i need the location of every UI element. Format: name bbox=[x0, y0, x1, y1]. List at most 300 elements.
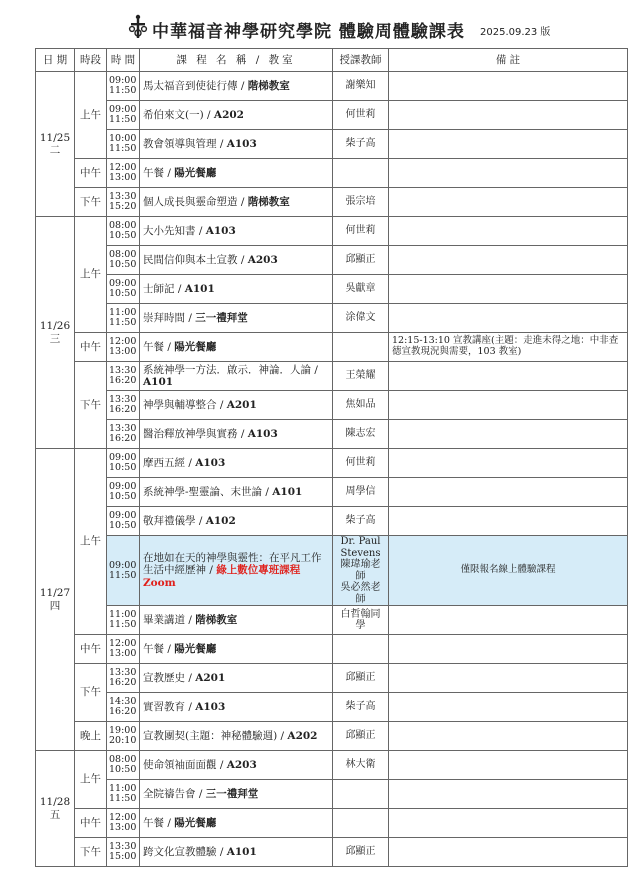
col-header-period: 時段 bbox=[75, 49, 107, 72]
room-name: A202 bbox=[213, 108, 244, 121]
end-time: 10:50 bbox=[109, 764, 137, 775]
start-time: 11:00 bbox=[109, 609, 137, 621]
course-name: 系統神學-聖靈論、末世論 bbox=[143, 485, 266, 498]
period-cell: 中午 bbox=[75, 333, 107, 362]
table-row bbox=[36, 188, 628, 217]
separator: / bbox=[206, 564, 217, 577]
end-time: 13:00 bbox=[109, 346, 137, 357]
course-cell bbox=[140, 130, 333, 159]
course-cell bbox=[140, 275, 333, 304]
separator: / bbox=[198, 514, 206, 527]
table-row bbox=[36, 751, 628, 780]
room-name: A101 bbox=[272, 485, 303, 498]
start-time: 14:30 bbox=[109, 696, 137, 708]
note-cell bbox=[389, 101, 628, 130]
period-cell: 下午 bbox=[75, 838, 107, 867]
note-cell bbox=[389, 838, 628, 867]
time-cell bbox=[107, 722, 140, 751]
room-name: 陽光餐廳 bbox=[174, 340, 217, 353]
separator: / bbox=[216, 758, 227, 771]
course-cell bbox=[140, 507, 333, 536]
start-time: 11:00 bbox=[109, 307, 137, 319]
separator: / bbox=[195, 787, 206, 800]
course-cell bbox=[140, 188, 333, 217]
course-name: 神學與輔導整合 bbox=[143, 398, 217, 411]
teacher-cell bbox=[333, 809, 389, 838]
separator: / bbox=[185, 311, 196, 324]
start-time: 08:00 bbox=[109, 220, 137, 232]
course-name: 實習教育 bbox=[143, 700, 185, 713]
course-cell bbox=[140, 751, 333, 780]
note-cell bbox=[389, 275, 628, 304]
table-row bbox=[36, 478, 628, 507]
table-row bbox=[36, 275, 628, 304]
end-time: 20:10 bbox=[109, 735, 137, 746]
course-cell bbox=[140, 101, 333, 130]
course-cell bbox=[140, 72, 333, 101]
table-row bbox=[36, 722, 628, 751]
teacher-cell: 焦如品 bbox=[333, 391, 389, 420]
note-cell bbox=[389, 420, 628, 449]
separator: / bbox=[311, 363, 318, 376]
separator: / bbox=[164, 166, 175, 179]
end-time: 16:20 bbox=[109, 433, 137, 444]
start-time: 12:00 bbox=[109, 162, 137, 174]
teacher-cell: 周學信 bbox=[333, 478, 389, 507]
teacher-cell: 邱顯正 bbox=[333, 664, 389, 693]
time-cell bbox=[107, 780, 140, 809]
period-cell: 上午 bbox=[75, 449, 107, 635]
time-cell bbox=[107, 809, 140, 838]
teacher-cell: 吳獻章 bbox=[333, 275, 389, 304]
end-time: 16:20 bbox=[109, 404, 137, 415]
start-time: 09:00 bbox=[109, 452, 137, 464]
time-cell bbox=[107, 838, 140, 867]
course-cell bbox=[140, 693, 333, 722]
table-row bbox=[36, 838, 628, 867]
date-value: 11/28 bbox=[39, 796, 71, 809]
room-name: 三一禮拜堂 bbox=[205, 787, 259, 800]
time-cell bbox=[107, 507, 140, 536]
table-row bbox=[36, 809, 628, 838]
date-cell bbox=[36, 72, 75, 217]
teacher-cell bbox=[333, 635, 389, 664]
end-time: 10:50 bbox=[109, 520, 137, 531]
start-time: 09:00 bbox=[109, 559, 137, 571]
note-cell bbox=[389, 478, 628, 507]
end-time: 11:50 bbox=[109, 569, 137, 581]
note-cell bbox=[389, 606, 628, 635]
separator: / bbox=[203, 108, 214, 121]
note-cell bbox=[389, 391, 628, 420]
school-logo-icon bbox=[128, 14, 148, 40]
course-cell bbox=[140, 420, 333, 449]
period-cell: 中午 bbox=[75, 635, 107, 664]
teacher-cell: 陳志宏 bbox=[333, 420, 389, 449]
date-cell bbox=[36, 449, 75, 751]
time-cell bbox=[107, 246, 140, 275]
note-cell bbox=[389, 507, 628, 536]
time-cell bbox=[107, 101, 140, 130]
time-cell bbox=[107, 664, 140, 693]
course-name: 士師記 bbox=[143, 282, 178, 295]
end-time: 10:50 bbox=[109, 462, 137, 473]
time-cell bbox=[107, 130, 140, 159]
course-name: 午餐 bbox=[143, 340, 164, 353]
weekday-value: 三 bbox=[49, 332, 61, 345]
course-cell bbox=[140, 159, 333, 188]
course-cell bbox=[140, 449, 333, 478]
end-time: 11:50 bbox=[109, 317, 137, 328]
teacher-name: 陳瑋瑜老師 bbox=[340, 559, 381, 582]
start-time: 13:30 bbox=[109, 423, 137, 435]
table-row bbox=[36, 362, 628, 391]
separator: / bbox=[265, 485, 273, 498]
time-cell bbox=[107, 188, 140, 217]
teacher-cell bbox=[333, 333, 389, 362]
room-name: 陽光餐廳 bbox=[174, 166, 217, 179]
room-name: 階梯教室 bbox=[195, 613, 238, 626]
separator: / bbox=[216, 398, 227, 411]
course-cell bbox=[140, 635, 333, 664]
room-name: A101 bbox=[184, 282, 215, 295]
teacher-cell: 邱顯正 bbox=[333, 246, 389, 275]
page-title: 中華福音神學研究學院 體驗周體驗課表 bbox=[152, 22, 465, 42]
end-time: 11:50 bbox=[109, 143, 137, 154]
col-header-date: 日 期 bbox=[36, 49, 75, 72]
col-header-time: 時 間 bbox=[107, 49, 140, 72]
room-name: A103 bbox=[195, 700, 226, 713]
teacher-cell: 何世莉 bbox=[333, 217, 389, 246]
time-cell bbox=[107, 391, 140, 420]
time-cell bbox=[107, 159, 140, 188]
course-cell bbox=[140, 391, 333, 420]
teacher-cell bbox=[333, 159, 389, 188]
course-name: 全院禱告會 bbox=[143, 787, 196, 800]
course-cell bbox=[140, 478, 333, 507]
time-cell bbox=[107, 606, 140, 635]
teacher-cell: 何世莉 bbox=[333, 101, 389, 130]
teacher-cell: 柴子高 bbox=[333, 693, 389, 722]
table-row bbox=[36, 159, 628, 188]
time-cell bbox=[107, 420, 140, 449]
period-cell: 中午 bbox=[75, 159, 107, 188]
note-cell bbox=[389, 722, 628, 751]
course-cell bbox=[140, 217, 333, 246]
end-time: 10:50 bbox=[109, 259, 137, 270]
separator: / bbox=[164, 816, 175, 829]
date-cell bbox=[36, 751, 75, 867]
version-label: 2025.09.23 版 bbox=[480, 27, 551, 38]
time-cell bbox=[107, 362, 140, 391]
table-row bbox=[36, 507, 628, 536]
note-cell bbox=[389, 693, 628, 722]
end-time: 11:50 bbox=[109, 114, 137, 125]
time-cell bbox=[107, 449, 140, 478]
time-cell bbox=[107, 333, 140, 362]
period-cell: 下午 bbox=[75, 188, 107, 217]
start-time: 19:00 bbox=[109, 725, 137, 737]
end-time: 11:50 bbox=[109, 793, 137, 804]
start-time: 12:00 bbox=[109, 638, 137, 650]
teacher-cell: 涂偉文 bbox=[333, 304, 389, 333]
course-name: 醫治釋放神學與實務 bbox=[143, 427, 238, 440]
table-row bbox=[36, 130, 628, 159]
note-cell: 僅限報名線上體驗課程 bbox=[389, 536, 628, 606]
room-name: A103 bbox=[195, 456, 226, 469]
course-name: 宣教團契(主題：神秘體驗週) bbox=[143, 729, 278, 742]
note-cell bbox=[389, 635, 628, 664]
start-time: 09:00 bbox=[109, 75, 137, 87]
room-name: A102 bbox=[205, 514, 236, 527]
teacher-name: Stevens bbox=[340, 547, 381, 559]
time-cell bbox=[107, 478, 140, 507]
period-cell: 晚上 bbox=[75, 722, 107, 751]
note-cell bbox=[389, 130, 628, 159]
end-time: 10:50 bbox=[109, 230, 137, 241]
course-cell bbox=[140, 304, 333, 333]
separator: / bbox=[177, 282, 185, 295]
teacher-cell bbox=[333, 536, 389, 606]
teacher-cell bbox=[333, 780, 389, 809]
end-time: 10:50 bbox=[109, 491, 137, 502]
period-cell: 下午 bbox=[75, 664, 107, 722]
course-name: 在地如在天的神學與靈性：在平凡工作生活中經歷神 bbox=[143, 552, 322, 577]
course-cell bbox=[140, 333, 333, 362]
start-time: 13:30 bbox=[109, 841, 137, 853]
start-time: 08:00 bbox=[109, 249, 137, 261]
separator: / bbox=[164, 642, 175, 655]
room-name: A103 bbox=[205, 224, 236, 237]
end-time: 16:20 bbox=[109, 706, 137, 717]
start-time: 10:00 bbox=[109, 133, 137, 145]
time-cell bbox=[107, 693, 140, 722]
course-cell bbox=[140, 606, 333, 635]
table-row bbox=[36, 780, 628, 809]
note-cell bbox=[389, 809, 628, 838]
course-name: 午餐 bbox=[143, 816, 164, 829]
course-name: 希伯來文(一) bbox=[143, 108, 204, 121]
separator: / bbox=[216, 137, 227, 150]
col-header-teacher: 授課教師 bbox=[333, 49, 389, 72]
course-cell bbox=[140, 664, 333, 693]
note-cell bbox=[389, 246, 628, 275]
time-cell bbox=[107, 72, 140, 101]
table-row bbox=[36, 606, 628, 635]
note-cell bbox=[389, 362, 628, 391]
course-name: 午餐 bbox=[143, 642, 164, 655]
date-cell bbox=[36, 217, 75, 449]
course-name: 使命領袖面面觀 bbox=[143, 758, 217, 771]
end-time: 13:00 bbox=[109, 822, 137, 833]
course-cell bbox=[140, 536, 333, 606]
table-row bbox=[36, 420, 628, 449]
end-time: 16:20 bbox=[109, 677, 137, 688]
table-row bbox=[36, 246, 628, 275]
teacher-cell: 張宗培 bbox=[333, 188, 389, 217]
start-time: 08:00 bbox=[109, 754, 137, 766]
time-cell bbox=[107, 751, 140, 780]
note-cell bbox=[389, 188, 628, 217]
time-cell bbox=[107, 635, 140, 664]
separator: / bbox=[237, 195, 248, 208]
period-cell: 中午 bbox=[75, 809, 107, 838]
separator: / bbox=[216, 845, 227, 858]
teacher-cell: 王榮耀 bbox=[333, 362, 389, 391]
table-row bbox=[36, 449, 628, 478]
end-time: 10:50 bbox=[109, 288, 137, 299]
course-name: 教會領導與管理 bbox=[143, 137, 217, 150]
start-time: 09:00 bbox=[109, 510, 137, 522]
room-name: 陽光餐廳 bbox=[174, 816, 217, 829]
start-time: 12:00 bbox=[109, 336, 137, 348]
course-name: 民間信仰與本土宣教 bbox=[143, 253, 238, 266]
teacher-name: Dr. Paul bbox=[340, 536, 381, 547]
note-cell bbox=[389, 217, 628, 246]
note-cell: 12:15-13:10 宣教講座(主題：走進未得之地：中非查德宣教現況與需要，103 教室) bbox=[389, 333, 628, 362]
end-time: 15:00 bbox=[109, 851, 137, 862]
table-row bbox=[36, 101, 628, 130]
course-name: 敬拜禮儀學 bbox=[143, 514, 199, 527]
room-name: 陽光餐廳 bbox=[174, 642, 217, 655]
end-time: 15:20 bbox=[109, 201, 137, 212]
weekday-value: 五 bbox=[49, 808, 61, 821]
period-cell: 上午 bbox=[75, 72, 107, 159]
start-time: 11:00 bbox=[109, 783, 137, 795]
end-time: 11:50 bbox=[109, 619, 137, 630]
course-name: 跨文化宣教體驗 bbox=[143, 845, 217, 858]
room-name: A103 bbox=[226, 137, 257, 150]
time-cell bbox=[107, 536, 140, 606]
weekday-value: 二 bbox=[49, 144, 61, 156]
course-cell bbox=[140, 722, 333, 751]
course-cell bbox=[140, 838, 333, 867]
col-header-note: 備 註 bbox=[389, 49, 628, 72]
teacher-name: 吳必然老師 bbox=[340, 582, 381, 605]
room-name: A103 bbox=[247, 427, 278, 440]
room-name: A203 bbox=[226, 758, 257, 771]
teacher-cell: 邱顯正 bbox=[333, 838, 389, 867]
teacher-cell: 邱顯正 bbox=[333, 722, 389, 751]
teacher-cell: 謝樂知 bbox=[333, 72, 389, 101]
start-time: 09:00 bbox=[109, 104, 137, 116]
time-cell bbox=[107, 275, 140, 304]
table-row bbox=[36, 217, 628, 246]
separator: / bbox=[164, 340, 175, 353]
room-name: 階梯教室 bbox=[247, 195, 290, 208]
separator: / bbox=[237, 253, 248, 266]
separator: / bbox=[195, 224, 206, 237]
period-cell: 上午 bbox=[75, 751, 107, 809]
course-cell bbox=[140, 809, 333, 838]
col-header-course: 課 程 名 稱 / 教室 bbox=[140, 49, 333, 72]
course-name: 宣教歷史 bbox=[143, 671, 189, 684]
separator: / bbox=[185, 613, 196, 626]
course-cell bbox=[140, 780, 333, 809]
room-name: 三一禮拜堂 bbox=[195, 311, 248, 324]
table-row bbox=[36, 72, 628, 101]
separator: / bbox=[185, 700, 196, 713]
start-time: 12:00 bbox=[109, 812, 137, 824]
table-row bbox=[36, 333, 628, 362]
separator: / bbox=[237, 427, 248, 440]
separator: / bbox=[188, 456, 196, 469]
end-time: 13:00 bbox=[109, 648, 137, 659]
end-time: 13:00 bbox=[109, 172, 137, 183]
table-row bbox=[36, 304, 628, 333]
start-time: 09:00 bbox=[109, 481, 137, 493]
room-name: 階梯教室 bbox=[247, 79, 290, 92]
room-name: A201 bbox=[195, 671, 226, 684]
room-name: A203 bbox=[247, 253, 278, 266]
period-cell: 下午 bbox=[75, 362, 107, 449]
teacher-cell: 林大衛 bbox=[333, 751, 389, 780]
table-row bbox=[36, 391, 628, 420]
separator: / bbox=[237, 79, 248, 92]
header bbox=[0, 8, 634, 44]
course-name: 摩西五經 bbox=[143, 456, 189, 469]
start-time: 13:30 bbox=[109, 394, 137, 406]
weekday-value: 四 bbox=[49, 599, 61, 612]
start-time: 13:30 bbox=[109, 365, 137, 377]
date-value: 11/27 bbox=[39, 587, 71, 600]
teacher-cell: 柴子高 bbox=[333, 130, 389, 159]
table-row bbox=[36, 536, 628, 606]
course-name: 個人成長與靈命塑造 bbox=[143, 195, 238, 208]
schedule-table bbox=[35, 48, 628, 867]
note-cell bbox=[389, 780, 628, 809]
separator: / bbox=[188, 671, 196, 684]
course-name: 畢業講道 bbox=[143, 613, 185, 626]
course-cell bbox=[140, 246, 333, 275]
table-header-row bbox=[36, 49, 628, 72]
course-name: 午餐 bbox=[143, 166, 164, 179]
teacher-cell: 柴子高 bbox=[333, 507, 389, 536]
course-name: 大小先知書 bbox=[143, 224, 196, 237]
table-row bbox=[36, 635, 628, 664]
start-time: 13:30 bbox=[109, 667, 137, 679]
date-value: 11/25 bbox=[39, 131, 71, 144]
end-time: 11:50 bbox=[109, 85, 137, 96]
period-cell: 上午 bbox=[75, 217, 107, 333]
table-row bbox=[36, 664, 628, 693]
start-time: 09:00 bbox=[109, 278, 137, 290]
course-name: 馬太福音到使徒行傳 bbox=[143, 79, 238, 92]
time-cell bbox=[107, 304, 140, 333]
note-cell bbox=[389, 664, 628, 693]
note-cell bbox=[389, 159, 628, 188]
end-time: 16:20 bbox=[109, 375, 137, 386]
course-cell bbox=[140, 362, 333, 391]
course-name: 崇拜時間 bbox=[143, 311, 185, 324]
room-name: A201 bbox=[226, 398, 257, 411]
table-row bbox=[36, 693, 628, 722]
room-name: A101 bbox=[226, 845, 257, 858]
note-cell bbox=[389, 449, 628, 478]
course-name: 系統神學一方法．啟示．神論．人論 bbox=[143, 363, 311, 376]
note-cell bbox=[389, 304, 628, 333]
date-value: 11/26 bbox=[39, 320, 71, 333]
room-name: A101 bbox=[143, 376, 174, 388]
room-name: A202 bbox=[287, 729, 318, 742]
time-cell bbox=[107, 217, 140, 246]
online-course-label: 綠上數位專班課程 Zoom bbox=[143, 564, 301, 589]
start-time: 13:30 bbox=[109, 191, 137, 203]
teacher-cell: 何世莉 bbox=[333, 449, 389, 478]
teacher-cell: 白哲翰同學 bbox=[333, 606, 389, 635]
note-cell bbox=[389, 72, 628, 101]
separator: / bbox=[277, 729, 288, 742]
